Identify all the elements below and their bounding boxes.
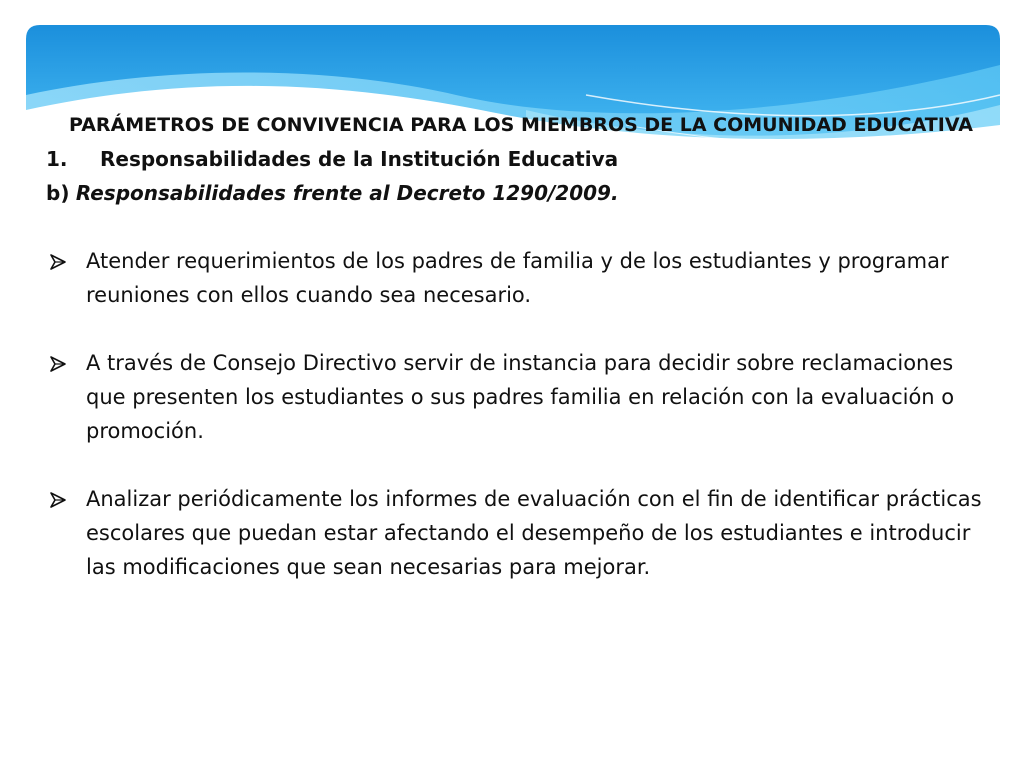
list-item [46, 244, 996, 312]
subsection-letter: b) [46, 181, 70, 205]
bullet-text: Atender requerimientos de los padres de familia y de los estudiantes y programar reuniones con ellos cuando sea necesario. [86, 249, 949, 307]
slide-title: PARÁMETROS DE CONVIVENCIA PARA LOS MIEMBROS DE LA COMUNIDAD EDUCATIVA [69, 114, 973, 136]
bullet-text: Analizar periódicamente los informes de evaluación con el fin de identificar prácticas escolares que puedan estar afectando el desempeño de los estudiantes e introducir las modificaciones que sean necesarias para mejorar. [86, 487, 982, 579]
arrow-bullet-icon [49, 355, 67, 373]
bullet-text: A través de Consejo Directivo servir de instancia para decidir sobre reclamaciones que presenten los estudiantes o sus padres familia en relación con la evaluación o promoción. [86, 351, 955, 443]
subsection-heading-text: Responsabilidades frente al Decreto 1290/2009. [75, 181, 619, 205]
arrow-bullet-icon [49, 253, 67, 271]
bullet-list [46, 244, 996, 584]
arrow-bullet-icon [49, 491, 67, 509]
list-item [46, 482, 996, 584]
section-heading-text: Responsabilidades de la Institución Educativa [100, 147, 619, 171]
section-number: 1. [46, 147, 68, 171]
subsection-heading [46, 176, 996, 210]
list-item [46, 346, 996, 448]
section-heading [46, 142, 996, 176]
slide-content [46, 108, 996, 584]
